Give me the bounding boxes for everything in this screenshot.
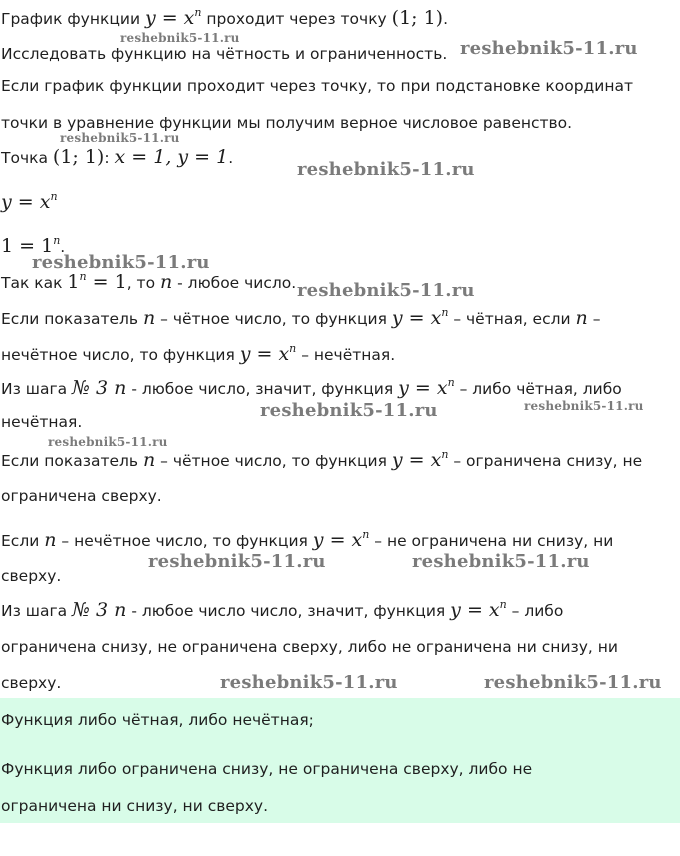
exponent: n (194, 6, 202, 19)
text: Если (1, 532, 45, 550)
text: проходит через точку (201, 10, 392, 28)
text: сверху. (1, 567, 62, 585)
text: ограничена ни снизу, ни сверху. (1, 797, 268, 815)
formula: 1 (67, 271, 80, 293)
text-line-15 (1, 530, 613, 553)
text: Исследовать функцию на чётность и ограниченность. (1, 45, 448, 63)
text: – нечётное число, то функция (56, 532, 313, 550)
text-line-10 (1, 344, 395, 367)
exponent: n (441, 448, 449, 461)
watermark: reshebnik5-11.ru (297, 280, 475, 301)
text: нечётное число, то функция (1, 346, 240, 364)
text: Из шага (1, 602, 73, 620)
watermark: reshebnik5-11.ru (60, 131, 180, 145)
text: – нечётная. (296, 346, 396, 364)
text: Функция либо чётная, либо нечётная; (1, 711, 314, 729)
watermark: reshebnik5-11.ru (48, 435, 168, 449)
formula: y = x (398, 377, 448, 399)
text: , то (126, 274, 160, 292)
text-line-2 (1, 44, 447, 64)
watermark: reshebnik5-11.ru (32, 252, 210, 273)
text: Если показатель (1, 310, 143, 328)
watermark: reshebnik5-11.ru (412, 551, 590, 572)
text: - любое число число, значит, функция (126, 602, 451, 620)
formula: y = x (312, 529, 363, 551)
formula: № 3 n (72, 599, 127, 621)
text: – ограничена снизу, не (448, 452, 643, 470)
watermark: reshebnik5-11.ru (460, 38, 638, 59)
text: График функции (1, 10, 145, 28)
text: . (443, 10, 449, 28)
text-line-3 (1, 76, 633, 96)
text: – либо чётная, либо (454, 380, 622, 398)
watermark: reshebnik5-11.ru (260, 400, 438, 421)
text-line-17 (1, 600, 563, 623)
text: . (60, 238, 66, 256)
watermark: reshebnik5-11.ru (297, 159, 475, 180)
exponent: n (53, 234, 61, 247)
exponent: n (362, 528, 370, 541)
formula: n (44, 529, 57, 551)
text: – либо (506, 602, 564, 620)
text: – чётное число, то функция (155, 310, 392, 328)
formula: n (159, 271, 173, 293)
text-line-18 (1, 637, 618, 657)
formula: = 1 (86, 271, 127, 293)
text: - любое число, значит, функция (126, 380, 399, 398)
text: Точка (1, 149, 53, 167)
exponent: n (79, 270, 87, 283)
text: – чётное число, то функция (155, 452, 392, 470)
text: ограничена снизу, не ограничена сверху, либо не ограничена ни снизу, ни (1, 638, 618, 656)
watermark: reshebnik5-11.ru (220, 672, 398, 693)
text: – (587, 310, 601, 328)
exponent: n (289, 342, 297, 355)
exponent: n (447, 376, 455, 389)
text-line-13 (1, 450, 642, 473)
watermark: reshebnik5-11.ru (120, 31, 240, 45)
text: сверху. (1, 674, 62, 692)
text-line-4 (1, 113, 572, 133)
text-line-6 (1, 192, 58, 215)
formula: y = x (391, 307, 442, 329)
text-line-1 (1, 8, 448, 31)
text: Из шага (1, 380, 73, 398)
answer-line-1 (1, 710, 314, 730)
watermark: reshebnik5-11.ru (148, 551, 326, 572)
formula: (1; 1) (52, 146, 105, 168)
text: нечётная. (1, 413, 83, 431)
text-line-8 (1, 272, 296, 295)
text-line-14 (1, 486, 162, 506)
watermark: reshebnik5-11.ru (484, 672, 662, 693)
formula: № 3 n (72, 377, 127, 399)
formula: n (142, 307, 156, 329)
text: – чётная, если (448, 310, 576, 328)
formula: 1 = 1 (1, 235, 54, 257)
formula: x = 1, y = 1 (114, 146, 229, 168)
text: точки в уравнение функции мы получим верное числовое равенство. (1, 114, 573, 132)
exponent: n (50, 190, 58, 203)
formula: (1; 1) (391, 7, 444, 29)
formula: y = x (1, 191, 51, 213)
text: Если показатель (1, 452, 143, 470)
formula: n (575, 307, 588, 329)
text: . (228, 149, 234, 167)
text-line-16 (1, 566, 61, 586)
text: Функция либо ограничена снизу, не ограничена сверху, либо не (1, 760, 533, 778)
text: – не ограничена ни снизу, ни (369, 532, 614, 550)
text-line-5 (1, 147, 233, 168)
exponent: n (499, 598, 507, 611)
text: Если график функции проходит через точку, то при подстановке координат (1, 77, 634, 95)
formula: y = x (391, 449, 442, 471)
text: Так как (1, 274, 68, 292)
formula: y = x (239, 343, 290, 365)
text-line-11 (1, 378, 622, 401)
text: - любое число. (172, 274, 297, 292)
formula: y = x (450, 599, 500, 621)
formula: y = x (144, 7, 195, 29)
text: ограничена сверху. (1, 487, 162, 505)
formula: n (142, 449, 156, 471)
text: : (104, 149, 115, 167)
text-line-9 (1, 308, 600, 331)
answer-line-2 (1, 759, 532, 779)
text-line-12 (1, 412, 82, 432)
watermark: reshebnik5-11.ru (524, 399, 644, 413)
exponent: n (441, 306, 449, 319)
text-line-19 (1, 673, 61, 693)
answer-line-3 (1, 796, 268, 816)
